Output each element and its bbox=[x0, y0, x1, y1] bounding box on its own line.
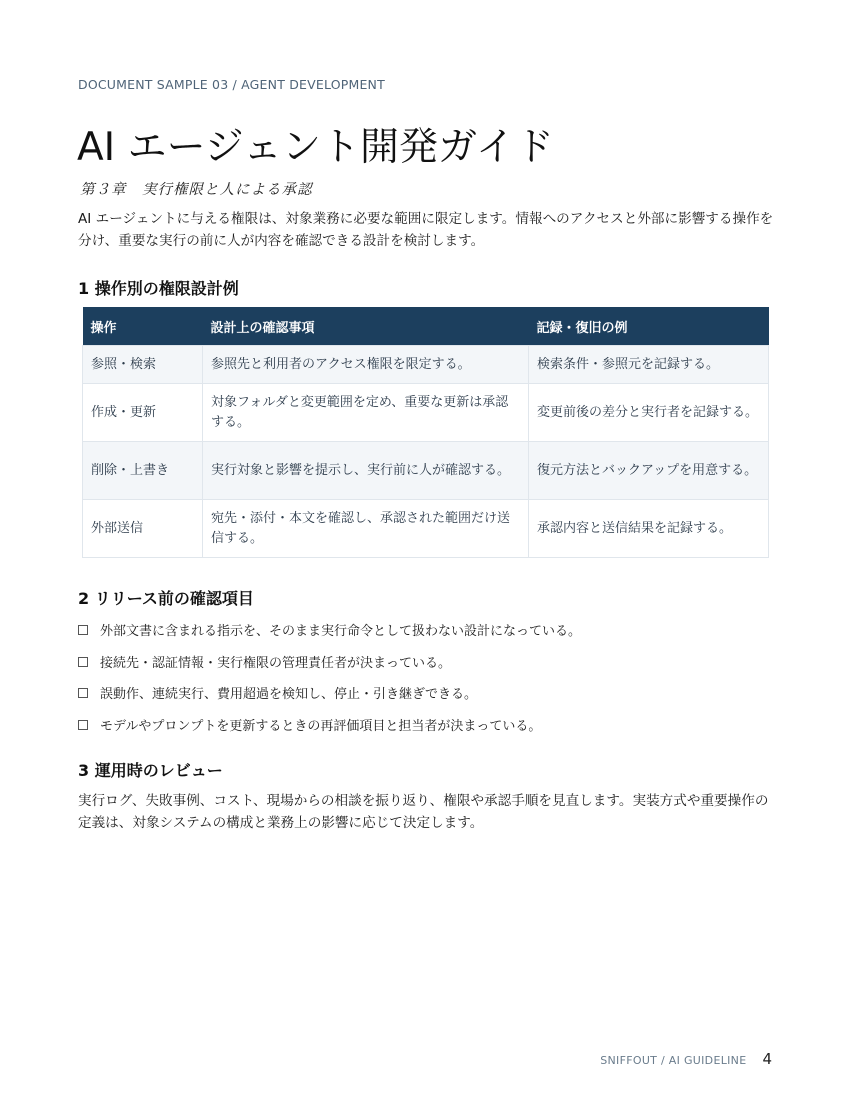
table-cell: 対象フォルダと変更範囲を定め、重要な更新は承認する。 bbox=[203, 384, 529, 442]
table-row bbox=[83, 500, 769, 558]
page-footer bbox=[600, 1050, 772, 1068]
checklist-item-text: 誤動作、連続実行、費用超過を検知し、停止・引き継ぎできる。 bbox=[100, 687, 478, 702]
checklist-item bbox=[78, 620, 581, 652]
table-row bbox=[83, 442, 769, 500]
release-checklist bbox=[78, 620, 581, 746]
table-cell: 作成・更新 bbox=[83, 384, 203, 442]
section-heading-permissions: 1 操作別の権限設計例 bbox=[78, 279, 239, 298]
checkbox-icon bbox=[78, 688, 88, 698]
checklist-item bbox=[78, 715, 581, 747]
column-header-logging-recovery: 記録・復旧の例 bbox=[529, 307, 769, 346]
checkbox-icon bbox=[78, 657, 88, 667]
table-cell: 参照・検索 bbox=[83, 346, 203, 384]
checklist-item-text: 接続先・認証情報・実行権限の管理責任者が決まっている。 bbox=[100, 655, 452, 671]
table-row bbox=[83, 384, 769, 442]
section-heading-operational-review: 3 運用時のレビュー bbox=[78, 761, 223, 780]
intro-paragraph: AI エージェントに与える権限は、対象業務に必要な範囲に限定します。情報へのアクセスと外部に影響する操作を分け、重要な実行の前に人が内容を確認できる設計を検討します。 bbox=[78, 211, 774, 249]
table-cell: 外部送信 bbox=[83, 500, 203, 558]
table-cell: 変更前後の差分と実行者を記録する。 bbox=[529, 384, 769, 442]
checklist-item bbox=[78, 683, 581, 715]
table-cell: 削除・上書き bbox=[83, 442, 203, 500]
table-cell: 承認内容と送信結果を記録する。 bbox=[529, 500, 769, 558]
checklist-item-text: 外部文書に含まれる指示を、そのまま実行命令として扱わない設計になっている。 bbox=[100, 624, 582, 639]
table-cell: 参照先と利用者のアクセス権限を限定する。 bbox=[203, 346, 529, 384]
table-row bbox=[83, 346, 769, 384]
column-header-operation: 操作 bbox=[83, 307, 203, 346]
column-header-design-checks: 設計上の確認事項 bbox=[203, 307, 529, 346]
checkbox-icon bbox=[78, 625, 88, 635]
table-cell: 検索条件・参照元を記録する。 bbox=[529, 346, 769, 384]
footer-label: SNIFFOUT / AI GUIDELINE bbox=[600, 1054, 747, 1067]
checkbox-icon bbox=[78, 720, 88, 730]
chapter-subtitle: 第３章 実行権限と人による承認 bbox=[80, 182, 313, 198]
review-paragraph: 実行ログ、失敗事例、コスト、現場からの相談を振り返り、権限や承認手順を見直します。実装方式や重要操作の定義は、対象システムの構成と業務上の影響に応じて決定します。 bbox=[78, 793, 769, 831]
table-cell: 実行対象と影響を提示し、実行前に人が確認する。 bbox=[203, 442, 529, 500]
checklist-item-text: モデルやプロンプトを更新するときの再評価項目と担当者が決まっている。 bbox=[100, 718, 542, 734]
table-cell: 復元方法とバックアップを用意する。 bbox=[529, 442, 769, 500]
section-heading-release-checklist: 2 リリース前の確認項目 bbox=[78, 589, 254, 608]
table-cell: 宛先・添付・本文を確認し、承認された範囲だけ送信する。 bbox=[203, 500, 529, 558]
page-number: 4 bbox=[762, 1050, 772, 1068]
page-title: AI エージェント開発ガイド bbox=[77, 125, 554, 170]
document-header-label: DOCUMENT SAMPLE 03 / AGENT DEVELOPMENT bbox=[78, 77, 385, 92]
permissions-table bbox=[82, 307, 769, 558]
checklist-item bbox=[78, 652, 581, 684]
table-header-row bbox=[83, 307, 769, 346]
